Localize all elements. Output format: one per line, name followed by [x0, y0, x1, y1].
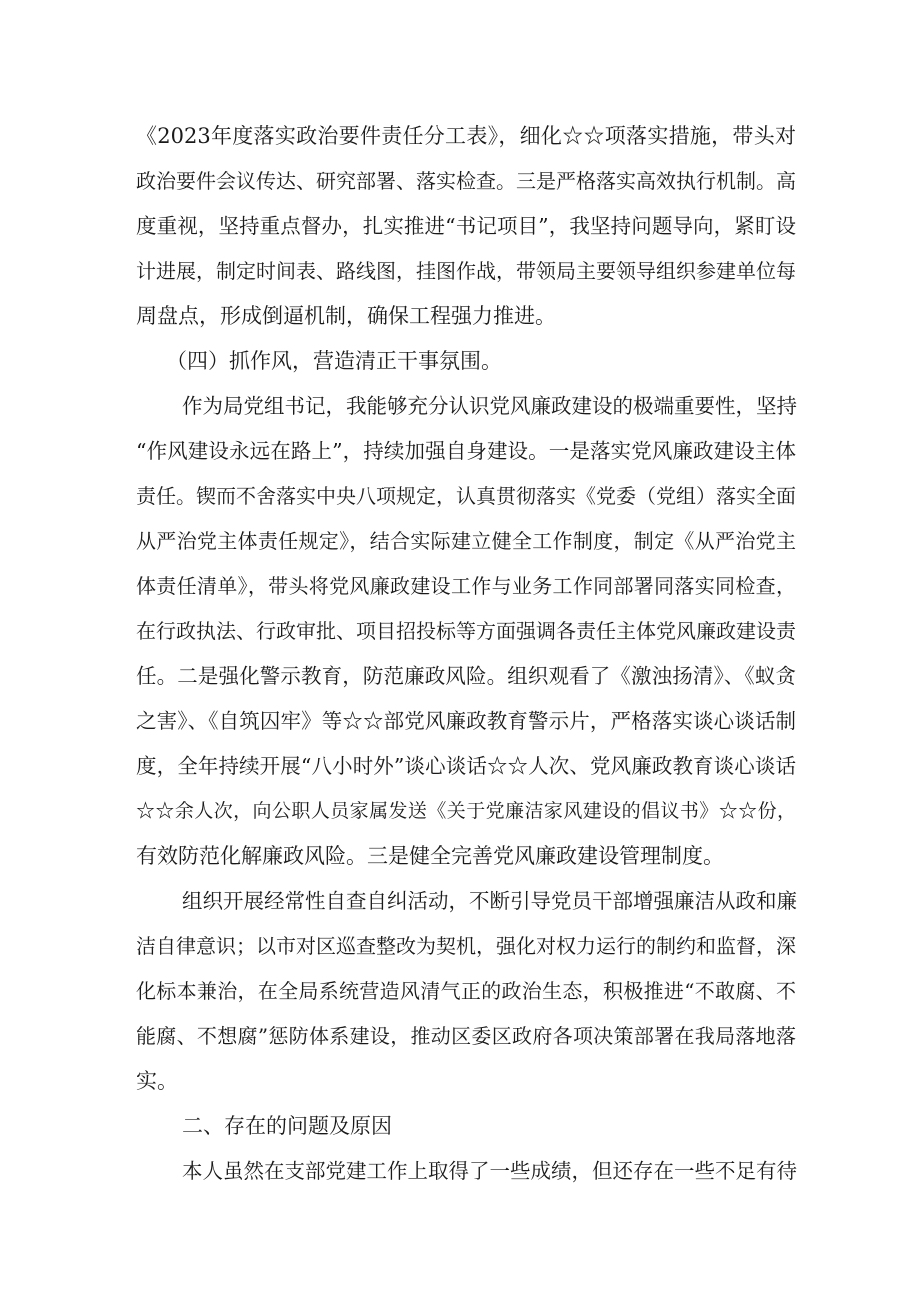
paragraph-2-line-11: 有效防范化解廉政风险。三是健全完善党风廉政建设管理制度。: [136, 844, 724, 868]
paragraph-3-line-5: 实。: [136, 1069, 178, 1093]
paragraph-2-line-8: 之害》、《自筑囚牢》等☆☆部党风廉政教育警示片，严格落实谈心谈话制: [136, 709, 796, 733]
paragraph-1-line-2: 政治要件会议传达、研究部署、落实检查。三是严格落实高效执行机制。高: [136, 169, 796, 193]
paragraph-1-line-3: 度重视，坚持重点督办，扎实推进“书记项目”，我坚持问题导向，紧盯设: [136, 214, 796, 238]
paragraph-3-line-4: 能腐、不想腐”惩防体系建设，推动区委区政府各项决策部署在我局落地落: [136, 1024, 796, 1048]
paragraph-1-line-5: 周盘点，形成倒逼机制，确保工程强力推进。: [136, 304, 556, 328]
section-heading-4: （四）抓作风，营造清正干事氛围。: [166, 349, 502, 373]
paragraph-1-line-1: 《2023年度落实政治要件责任分工表》，细化☆☆项落实措施，带头对: [136, 124, 796, 148]
paragraph-3-line-1: 组织开展经常性自查自纠活动，不断引导党员干部增强廉洁从政和廉: [182, 889, 797, 913]
paragraph-2-line-3: 责任。锲而不舍落实中央八项规定，认真贯彻落实《党委（党组）落实全面: [136, 484, 796, 508]
paragraph-2-line-5: 体责任清单》，带头将党风廉政建设工作与业务工作同部署同落实同检查，: [136, 574, 796, 598]
paragraph-1-line-4: 计进展，制定时间表、路线图，挂图作战，带领局主要领导组织参建单位每: [136, 259, 796, 283]
paragraph-2-line-4: 从严治党主体责任规定》，结合实际建立健全工作制度，制定《从严治党主: [136, 529, 796, 553]
paragraph-2-line-2: “作风建设永远在路上”，持续加强自身建设。一是落实党风廉政建设主体: [136, 439, 796, 463]
paragraph-2-line-1: 作为局党组书记，我能够充分认识党风廉政建设的极端重要性，坚持: [182, 394, 797, 418]
paragraph-3-line-2: 洁自律意识；以市对区巡查整改为契机，强化对权力运行的制约和监督，深: [136, 934, 796, 958]
paragraph-2-line-7: 任。二是强化警示教育，防范廉政风险。组织观看了《激浊扬清》、《蚁贪: [136, 664, 796, 688]
paragraph-2-line-9: 度，全年持续开展“八小时外”谈心谈话☆☆人次、党风廉政教育谈心谈话: [136, 754, 796, 778]
section-heading-2: 二、存在的问题及原因: [182, 1114, 392, 1138]
paragraph-4-line-1: 本人虽然在支部党建工作上取得了一些成绩，但还存在一些不足有待: [182, 1159, 797, 1183]
paragraph-3-line-3: 化标本兼治，在全局系统营造风清气正的政治生态，积极推进“不敢腐、不: [136, 979, 796, 1003]
paragraph-2-line-6: 在行政执法、行政审批、项目招投标等方面强调各责任主体党风廉政建设责: [136, 619, 796, 643]
paragraph-2-line-10: ☆☆余人次，向公职人员家属发送《关于党廉洁家风建设的倡议书》☆☆份，: [136, 800, 796, 822]
